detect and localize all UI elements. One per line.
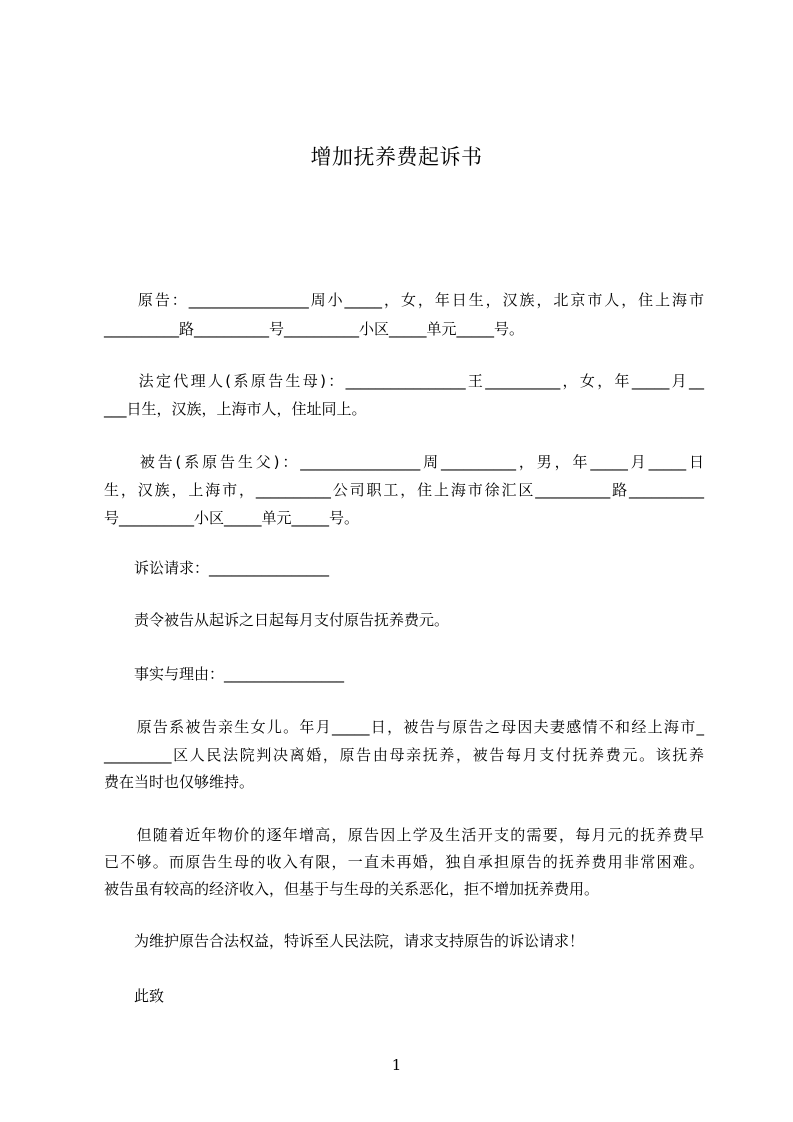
- facts-paragraph-2-line-1: 但随着近年物价的逐年增高，原告因上学及生活开支的需要，每月元的抚养费早: [104, 826, 704, 844]
- facts-paragraph-2-line-2: 已不够。而原告生母的收入有限，一直未再婚，独自承担原告的抚养费用非常困难。: [104, 853, 704, 871]
- representative-line-2: ___日生，汉族，上海市人，住址同上。: [104, 400, 367, 418]
- representative-line-1: 法定代理人(系原告生母)：________________王__________，女，年_____月__: [104, 372, 704, 390]
- request-line: 为维护原告合法权益，特诉至人民法院，请求支持原告的诉讼请求！: [104, 932, 585, 950]
- closing-salutation: 此致: [104, 987, 165, 1005]
- defendant-line-1: 被告(系原告生父)：________________周__________，男，年_____月_____日: [104, 453, 704, 471]
- claims-text: 责令被告从起诉之日起每月支付原告抚养费元。: [104, 611, 450, 629]
- page-number: 1: [391, 1056, 402, 1074]
- plaintiff-line-2: __________路__________号__________小区_____单元_____号。: [104, 320, 525, 338]
- defendant-line-3: 号__________小区_____单元_____号。: [104, 509, 360, 527]
- document-title: 增加抚养费起诉书: [310, 145, 483, 169]
- plaintiff-line-1: 原告：________________周小_____，女，年日生，汉族，北京市人，住上海市: [104, 291, 704, 309]
- facts-paragraph-1-line-3: 费在当时也仅够维持。: [104, 773, 255, 791]
- facts-paragraph-1-line-1: 原告系被告亲生女儿。年月_____日，被告与原告之母因夫妻感情不和经上海市_: [104, 718, 704, 736]
- facts-paragraph-1-line-2: _________区人民法院判决离婚，原告由母亲抚养，被告每月支付抚养费元。该抚养: [104, 746, 704, 764]
- claims-heading: 诉讼请求：________________: [104, 559, 330, 577]
- defendant-line-2: 生，汉族，上海市，__________公司职工，住上海市徐汇区__________路__________: [104, 481, 704, 499]
- facts-heading: 事实与理由：________________: [104, 665, 345, 683]
- facts-paragraph-2-line-3: 被告虽有较高的经济收入，但基于与生母的关系恶化，拒不增加抚养费用。: [104, 880, 600, 898]
